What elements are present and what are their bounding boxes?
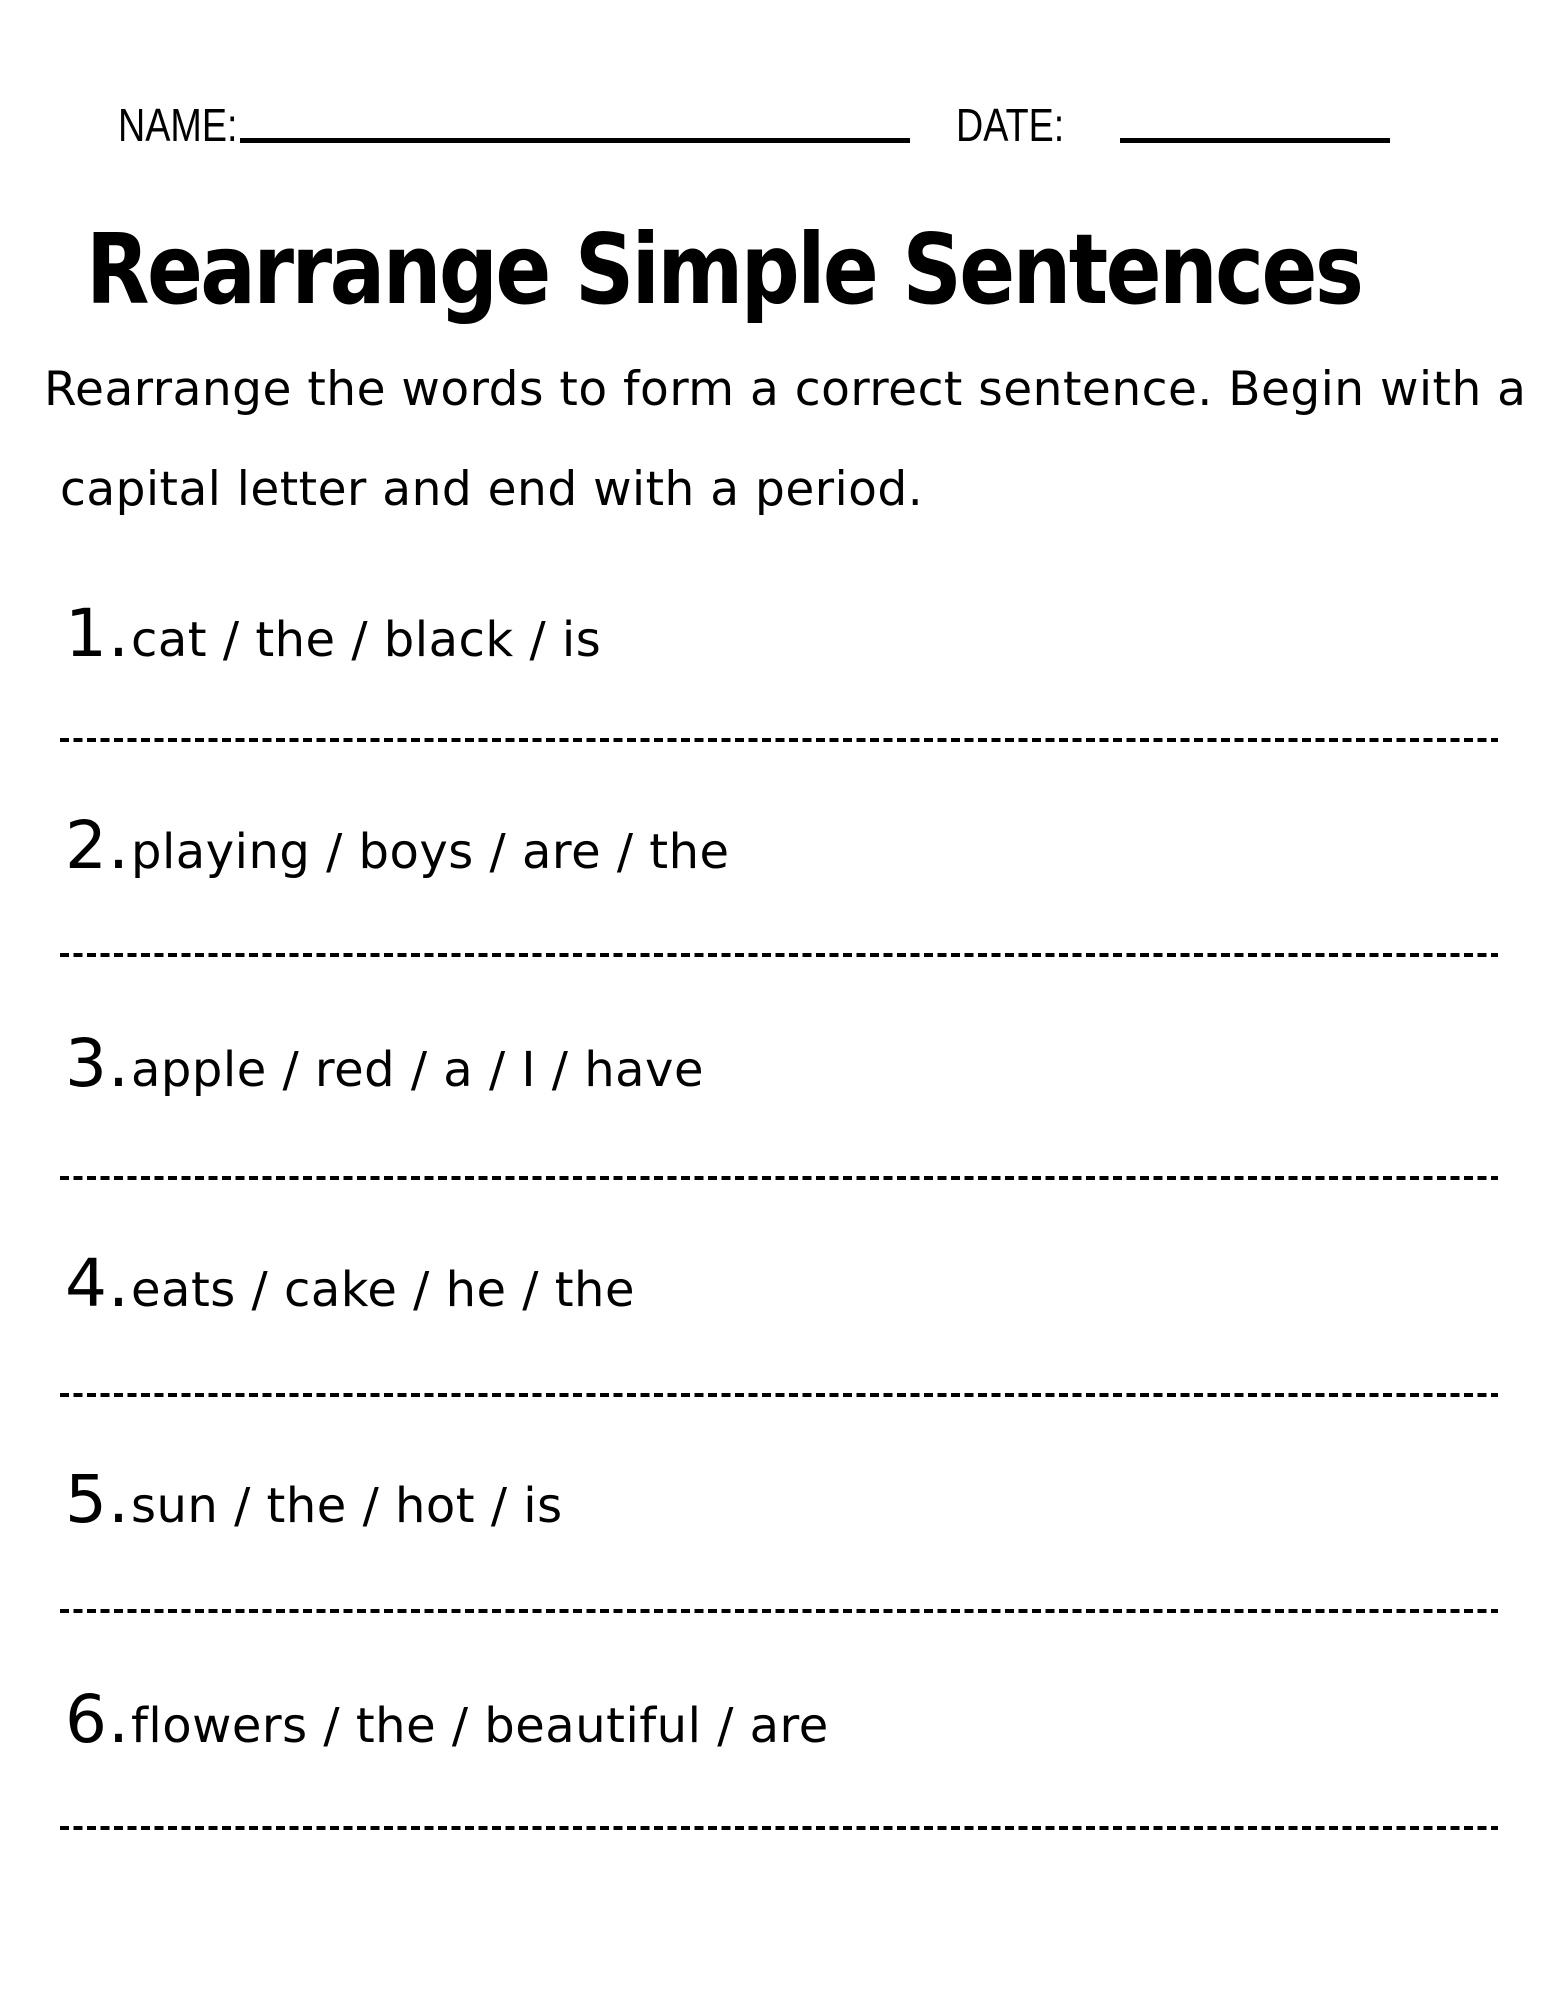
answer-line-5 <box>60 1609 1498 1613</box>
question-words: playing / boys / are / the <box>131 824 730 880</box>
question-item-3 <box>65 1025 1495 1102</box>
question-words: eats / cake / he / the <box>131 1262 635 1318</box>
question-item-4 <box>65 1245 1495 1322</box>
answer-line-3 <box>60 1176 1498 1180</box>
date-fill-line <box>1120 138 1390 143</box>
question-words: sun / the / hot / is <box>131 1478 563 1534</box>
question-number: 1. <box>65 595 130 672</box>
question-number: 2. <box>65 807 130 884</box>
question-item-1 <box>65 595 1495 672</box>
answer-line-6 <box>60 1826 1498 1830</box>
answer-line-2 <box>60 953 1498 957</box>
question-number: 6. <box>65 1681 130 1758</box>
answer-line-1 <box>60 738 1498 742</box>
question-item-5 <box>65 1461 1495 1538</box>
instructions-line-1: Rearrange the words to form a correct sentence. Begin with a <box>44 362 1527 417</box>
instructions <box>44 340 1526 540</box>
page-title: Rearrange Simple Sentences <box>86 213 1362 326</box>
date-label: DATE: <box>956 99 1065 151</box>
question-words: apple / red / a / I / have <box>131 1042 704 1098</box>
question-number: 5. <box>65 1461 130 1538</box>
name-fill-line <box>240 138 910 143</box>
question-item-6 <box>65 1681 1495 1758</box>
instructions-line-2: capital letter and end with a period. <box>60 462 924 517</box>
name-label: NAME: <box>118 99 238 151</box>
question-number: 4. <box>65 1245 130 1322</box>
question-number: 3. <box>65 1025 130 1102</box>
question-words: flowers / the / beautiful / are <box>131 1698 829 1754</box>
answer-line-4 <box>60 1393 1498 1397</box>
question-item-2 <box>65 807 1495 884</box>
question-words: cat / the / black / is <box>131 612 602 668</box>
